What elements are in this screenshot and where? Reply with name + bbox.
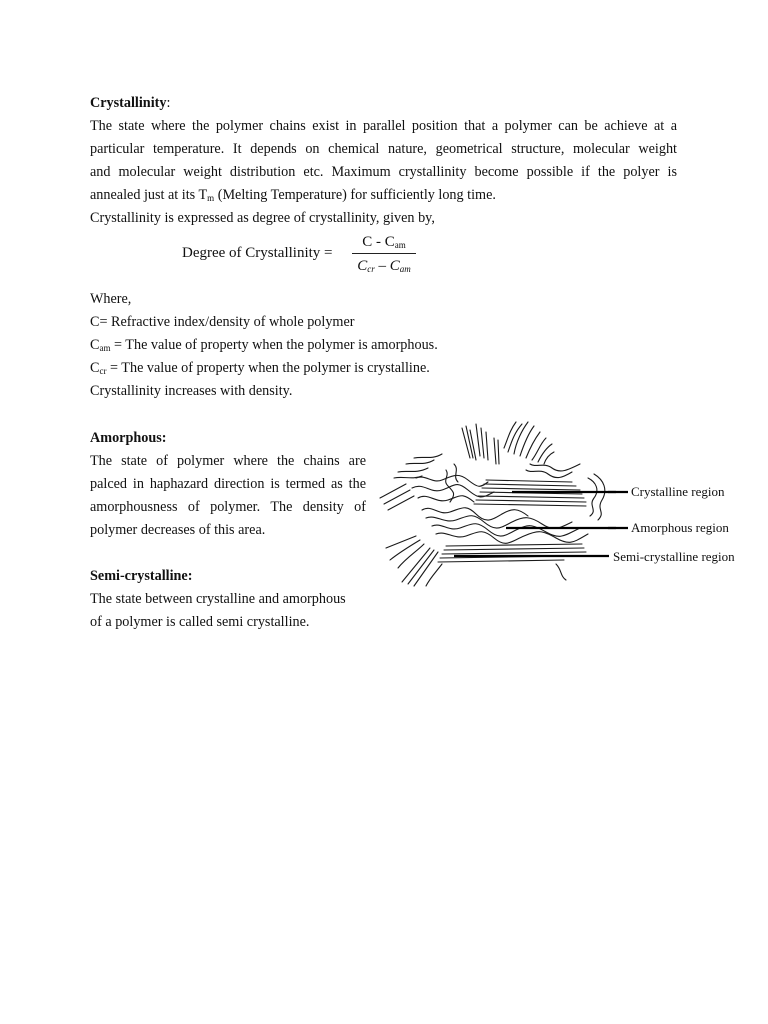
cam-symbol: C xyxy=(90,337,100,353)
crystallinity-para-line-4 xyxy=(90,187,496,204)
ccr-symbol: C xyxy=(90,360,100,376)
ccr-definition xyxy=(90,360,430,377)
semi-crystalline-region-label: Semi-crystalline region xyxy=(613,549,735,564)
amorphous-line-3: amorphousness of polymer. The density of xyxy=(90,499,366,515)
numerator-subscript: am xyxy=(394,240,406,250)
ccr-text: = The value of property when the polymer is crystalline. xyxy=(106,360,430,376)
crystallinity-para-line-2: particular temperature. It depends on chemical nature, geometrical structure, molecular weight xyxy=(90,141,677,157)
denominator-subscript-1: cr xyxy=(367,264,375,274)
formula-fraction xyxy=(352,232,416,276)
formula-denominator xyxy=(352,256,416,276)
formula-numerator xyxy=(352,232,416,252)
tm-subscript: m xyxy=(207,193,215,203)
polymer-chains-diagram xyxy=(376,418,616,590)
polymer-structure-figure xyxy=(376,418,738,590)
cam-subscript: am xyxy=(99,343,111,353)
annealed-text-post: (Melting Temperature) for sufficiently long time. xyxy=(214,187,496,203)
denominator-c1: C xyxy=(357,258,368,274)
where-line: Where, xyxy=(90,291,132,307)
formula-label: Degree of Crystallinity = xyxy=(182,245,333,261)
increase-line: Crystallinity increases with density. xyxy=(90,383,293,399)
crystallinity-heading-line xyxy=(90,95,170,112)
amorphous-region-label: Amorphous region xyxy=(631,520,729,535)
numerator-text: C - C xyxy=(362,234,395,250)
amorphous-line-1: The state of polymer where the chains are xyxy=(90,453,366,469)
semi-crystalline-line-2: of a polymer is called semi crystalline. xyxy=(90,614,310,630)
amorphous-line-2: palced in haphazard direction is termed as the xyxy=(90,476,366,492)
crystallinity-para-line-1: The state where the polymer chains exist in parallel position that a polymer can be achieve at a xyxy=(90,118,677,134)
crystalline-region-label: Crystalline region xyxy=(631,484,725,499)
crystallinity-para-line-3: and molecular weight distribution etc. Maximum crystallinity become possible if the polyer is xyxy=(90,164,677,180)
crystallinity-heading: Crystallinity xyxy=(90,95,167,111)
fraction-bar xyxy=(352,253,416,254)
semi-crystalline-line-1: The state between crystalline and amorphous xyxy=(90,591,346,607)
c-definition: C= Refractive index/density of whole polymer xyxy=(90,314,355,330)
heading-colon: : xyxy=(166,95,171,111)
semi-crystalline-heading: Semi-crystalline: xyxy=(90,568,193,584)
ccr-subscript: cr xyxy=(99,366,107,376)
cam-text: = The value of property when the polymer is amorphous. xyxy=(110,337,438,353)
crystallinity-expressed-line: Crystallinity is expressed as degree of crystallinity, given by, xyxy=(90,210,435,226)
amorphous-heading: Amorphous: xyxy=(90,430,167,446)
cam-definition xyxy=(90,337,438,354)
denominator-subscript-2: am xyxy=(399,264,411,274)
annealed-text-pre: annealed just at its T xyxy=(90,187,208,203)
denominator-minus: – C xyxy=(374,258,400,274)
amorphous-line-4: polymer decreases of this area. xyxy=(90,522,266,538)
